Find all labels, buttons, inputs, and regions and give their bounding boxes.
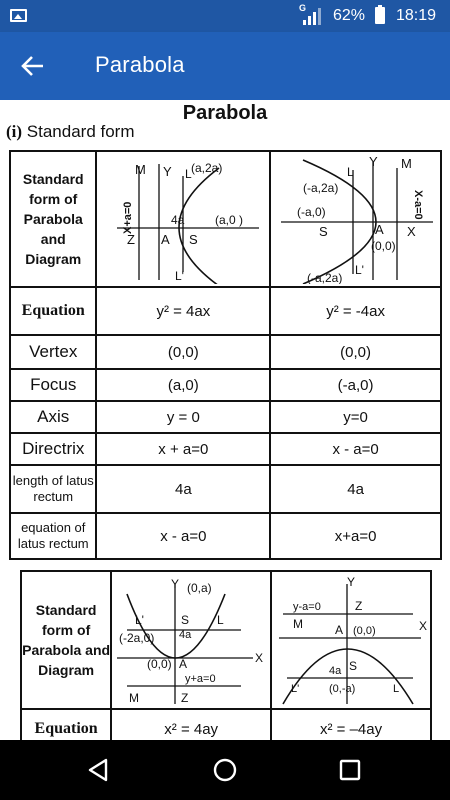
diagram-label: A	[374, 222, 384, 237]
diagram-svg	[99, 154, 267, 284]
diagram-label: X	[255, 651, 264, 665]
diagram-label: 4a	[179, 629, 192, 641]
row-label-latus-length: length of latus rectum	[10, 465, 96, 513]
diagram-svg	[273, 154, 439, 284]
home-circle-icon[interactable]	[210, 755, 240, 785]
diagram-down-parabola	[271, 571, 431, 709]
section-number: (i)	[6, 122, 23, 141]
document-title: Parabola	[182, 102, 268, 124]
app-bar	[0, 32, 450, 100]
diagram-label: Z	[181, 691, 189, 705]
app-title: Parabola	[95, 52, 185, 77]
diagram-label: (-a,0)	[296, 205, 326, 219]
latus-length-value: 4a	[270, 465, 441, 513]
diagram-label: Y	[171, 577, 180, 591]
diagram-label: L	[185, 167, 193, 181]
arrow-left-icon[interactable]	[16, 50, 48, 82]
row-label-vertex: Vertex	[10, 335, 96, 369]
directrix-value: x + a=0	[96, 433, 270, 465]
row-label-equation: Equation	[21, 709, 111, 740]
axis-value: y = 0	[96, 401, 270, 433]
latus-equation-value: x - a=0	[96, 513, 270, 559]
content-area[interactable]	[0, 100, 450, 740]
section-title: Standard form	[26, 122, 135, 141]
header-label: Standard form of Parabola and Diagram	[21, 571, 111, 709]
vertex-value: (0,0)	[270, 335, 441, 369]
header-label: Standard form of Parabola and Diagram	[10, 151, 96, 287]
battery-percent: 62%	[333, 7, 366, 24]
row-label-directrix: Directrix	[10, 433, 96, 465]
diagram-label: Y	[368, 154, 378, 169]
diagram-label: S	[349, 659, 358, 673]
diagram-label: L'	[175, 269, 185, 283]
directrix-value: x - a=0	[270, 433, 441, 465]
row-label-focus: Focus	[10, 369, 96, 401]
parabola-table-2	[20, 570, 432, 740]
diagram-label: M	[135, 162, 147, 177]
diagram-svg	[113, 574, 269, 706]
diagram-label: X	[406, 224, 416, 239]
diagram-label: L	[217, 613, 224, 627]
axis-value: y=0	[270, 401, 441, 433]
navigation-bar	[0, 740, 450, 800]
diagram-label: (0,0)	[370, 239, 396, 253]
diagram-label: 4a	[171, 213, 185, 227]
diagram-label: S	[318, 224, 328, 239]
diagram-label: (-a,2a)	[302, 181, 338, 195]
diagram-label: (0,0)	[353, 625, 376, 637]
diagram-label: (0,a)	[187, 581, 212, 595]
row-label-equation: Equation	[10, 287, 96, 335]
network-type: G	[299, 3, 307, 13]
diagram-label: A	[161, 232, 170, 247]
equation-value: y² = 4ax	[96, 287, 270, 335]
diagram-label: y+a=0	[185, 673, 216, 685]
diagram-label: A	[179, 657, 188, 671]
diagram-label: Y	[347, 575, 356, 589]
latus-length-value: 4a	[96, 465, 270, 513]
diagram-label: M	[129, 691, 140, 705]
diagram-label: A	[335, 623, 344, 637]
diagram-label: (-a,2a)	[306, 271, 342, 284]
diagram-label: (0,0)	[147, 657, 172, 671]
diagram-label: L	[346, 165, 354, 179]
latus-equation-value: x+a=0	[270, 513, 441, 559]
row-label-axis: Axis	[10, 401, 96, 433]
focus-value: (-a,0)	[270, 369, 441, 401]
battery-icon	[375, 7, 385, 24]
diagram-label: (-2a,0)	[119, 631, 155, 645]
diagram-label: M	[293, 617, 304, 631]
diagram-label: y-a=0	[293, 601, 321, 613]
diagram-left-parabola	[270, 151, 441, 287]
diagram-label: X	[419, 619, 428, 633]
parabola-table-1	[9, 150, 442, 560]
diagram-label: S	[189, 232, 198, 247]
equation-value: x² = 4ay	[111, 709, 271, 740]
diagram-label: Y	[163, 164, 172, 179]
signal-icon	[302, 6, 322, 26]
back-triangle-icon[interactable]	[84, 755, 114, 785]
diagram-label: Z	[127, 232, 136, 247]
diagram-label: L'	[135, 613, 145, 627]
diagram-label: L	[393, 683, 400, 695]
diagram-label: X+a=0	[122, 201, 135, 234]
diagram-svg	[273, 574, 429, 706]
diagram-label: L'	[291, 683, 300, 695]
diagram-label: 4a	[329, 665, 342, 677]
row-label-latus-equation: equation of latus rectum	[10, 513, 96, 559]
vertex-value: (0,0)	[96, 335, 270, 369]
diagram-label: (a,2a)	[191, 161, 223, 175]
focus-value: (a,0)	[96, 369, 270, 401]
status-bar	[0, 0, 450, 32]
diagram-right-parabola	[96, 151, 270, 287]
diagram-up-parabola	[111, 571, 271, 709]
diagram-label: L'	[354, 263, 364, 277]
equation-value: x² = –4ay	[271, 709, 431, 740]
diagram-label: X-a=0	[411, 190, 424, 220]
gallery-icon	[10, 9, 27, 22]
diagram-label: (0,-a)	[329, 683, 356, 695]
diagram-label: (a,0 )	[215, 213, 244, 227]
section-heading	[6, 122, 135, 142]
diagram-label: S	[181, 613, 190, 627]
diagram-label: Z	[355, 599, 363, 613]
recents-square-icon[interactable]	[335, 755, 365, 785]
equation-value: y² = -4ax	[270, 287, 441, 335]
diagram-label: M	[400, 156, 412, 171]
clock: 18:19	[396, 7, 437, 24]
